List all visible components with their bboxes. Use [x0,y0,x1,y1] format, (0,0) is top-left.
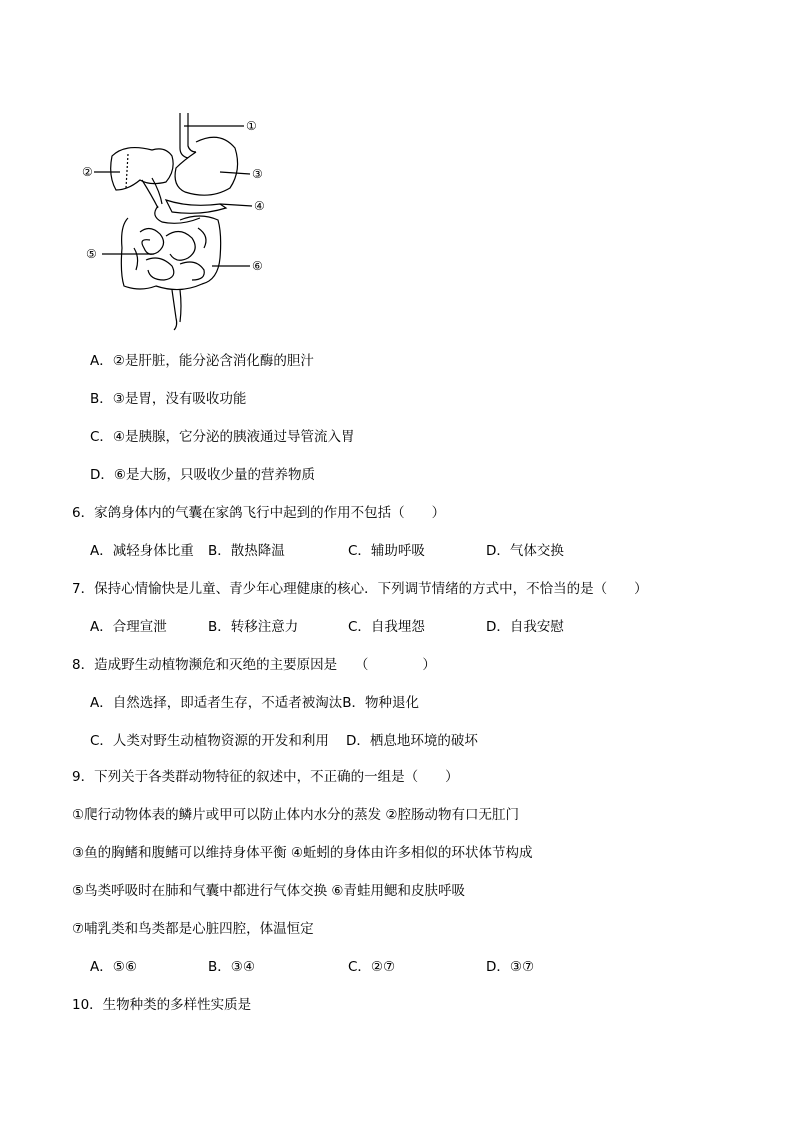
label-3: ③ [252,167,263,181]
q9-option-b: B．③④ [208,959,255,975]
q5-option-a: A．②是肝脏，能分泌含消化酶的胆汁 [90,353,314,369]
q7-option-d: D．自我安慰 [486,619,564,635]
q9-statement-2: ③鱼的胸鳍和腹鳍可以维持身体平衡 ④蚯蚓的身体由许多相似的环状体节构成 [72,845,533,861]
q9-statement-1: ①爬行动物体表的鳞片或甲可以防止体内水分的蒸发 ②腔肠动物有口无肛门 [72,807,519,823]
q8-stem: 8．造成野生动植物濒危和灭绝的主要原因是 （ ） [72,657,436,673]
q8-option-d: D．栖息地环境的破坏 [346,733,478,749]
q9-statement-4: ⑦哺乳类和鸟类都是心脏四腔，体温恒定 [72,921,314,937]
label-2: ② [82,165,93,179]
q7-stem: 7．保持心情愉快是儿童、青少年心理健康的核心．下列调节情绪的方式中，不恰当的是（ ） [72,581,648,597]
q9-option-d: D．③⑦ [486,959,535,975]
q9-option-a: A．⑤⑥ [90,959,137,975]
q6-option-a: A．减轻身体比重 [90,543,194,559]
q6-option-c: C．辅助呼吸 [348,543,425,559]
q6-option-d: D．气体交换 [486,543,564,559]
q5-option-b: B．③是胃，没有吸收功能 [90,391,247,407]
q6-stem: 6．家鸽身体内的气囊在家鸽飞行中起到的作用不包括（ ） [72,505,446,521]
q10-stem: 10．生物种类的多样性实质是 [72,997,252,1013]
label-5: ⑤ [86,247,97,261]
q9-stem: 9．下列关于各类群动物特征的叙述中，不正确的一组是（ ） [72,769,459,785]
q9-option-c: C．②⑦ [348,959,396,975]
q8-option-ab: A．自然选择，即适者生存，不适者被淘汰B．物种退化 [90,695,419,711]
label-4: ④ [254,199,265,213]
q5-option-c: C．④是胰腺，它分泌的胰液通过导管流入胃 [90,429,355,445]
q7-option-c: C．自我埋怨 [348,619,425,635]
q7-option-a: A．合理宣泄 [90,619,167,635]
label-6: ⑥ [252,259,263,273]
q9-statement-3: ⑤鸟类呼吸时在肺和气囊中都进行气体交换 ⑥青蛙用鳃和皮肤呼吸 [72,883,465,899]
digestive-system-diagram [80,108,280,333]
q5-option-d: D．⑥是大肠，只吸收少量的营养物质 [90,467,315,483]
label-1: ① [246,119,257,133]
digestive-system-figure [80,108,280,333]
q8-option-c: C．人类对野生动植物资源的开发和利用 [90,733,329,749]
q7-option-b: B．转移注意力 [208,619,299,635]
q6-option-b: B．散热降温 [208,543,285,559]
